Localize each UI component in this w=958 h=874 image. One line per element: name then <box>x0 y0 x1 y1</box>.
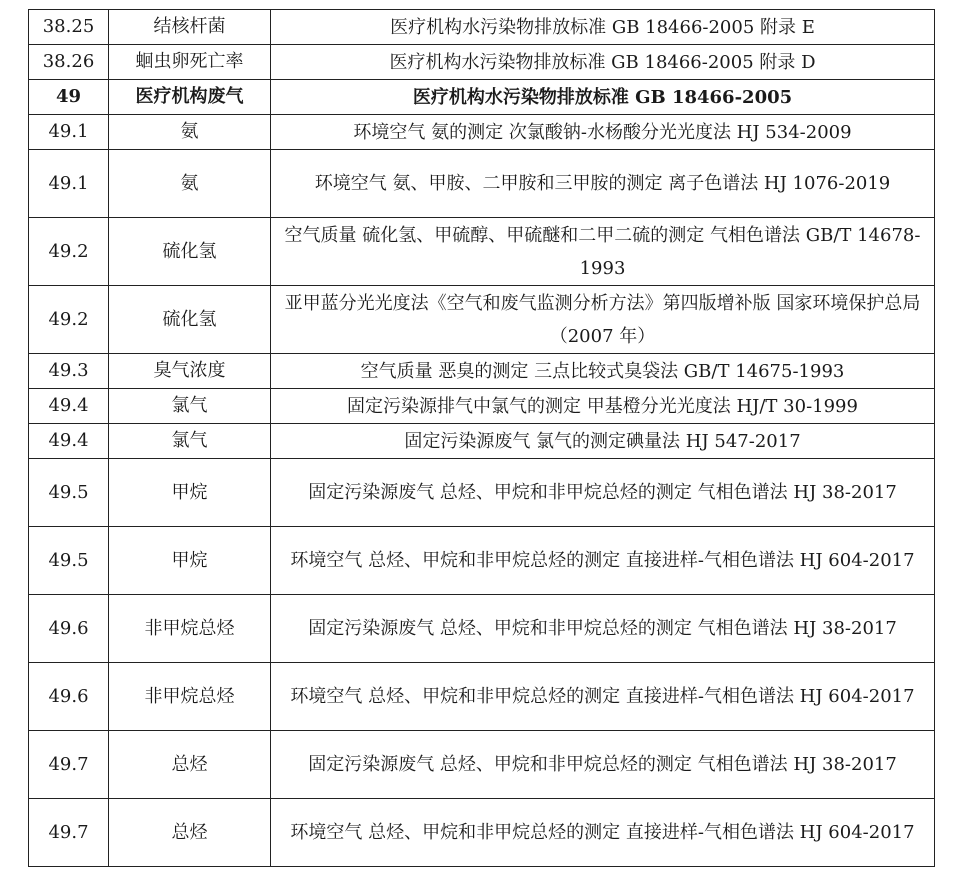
test-item-cell: 硫化氢 <box>109 286 271 354</box>
table-row <box>29 115 935 150</box>
test-item-cell: 总烃 <box>109 799 271 867</box>
test-item-cell: 非甲烷总烃 <box>109 663 271 731</box>
row-number-cell: 49.4 <box>29 424 109 459</box>
row-number-cell: 38.26 <box>29 45 109 80</box>
method-standard-cell: 固定污染源废气 总烃、甲烷和非甲烷总烃的测定 气相色谱法 HJ 38-2017 <box>271 731 935 799</box>
table-row <box>29 799 935 867</box>
table-row <box>29 286 935 354</box>
row-number-cell: 49.7 <box>29 799 109 867</box>
test-item-cell: 臭气浓度 <box>109 354 271 389</box>
test-item-cell: 氯气 <box>109 389 271 424</box>
row-number-cell: 49.4 <box>29 389 109 424</box>
row-number-cell: 49.7 <box>29 731 109 799</box>
test-item-cell: 甲烷 <box>109 527 271 595</box>
row-number-cell: 49.5 <box>29 459 109 527</box>
row-number-cell: 49.1 <box>29 115 109 150</box>
table-row <box>29 150 935 218</box>
method-standard-cell: 环境空气 总烃、甲烷和非甲烷总烃的测定 直接进样-气相色谱法 HJ 604-2017 <box>271 527 935 595</box>
row-number-cell: 49.1 <box>29 150 109 218</box>
standards-table <box>28 9 935 867</box>
test-item-cell: 非甲烷总烃 <box>109 595 271 663</box>
method-standard-cell: 环境空气 氨、甲胺、二甲胺和三甲胺的测定 离子色谱法 HJ 1076-2019 <box>271 150 935 218</box>
method-standard-cell: 固定污染源排气中氯气的测定 甲基橙分光光度法 HJ/T 30-1999 <box>271 389 935 424</box>
test-item-cell: 氨 <box>109 115 271 150</box>
table-row <box>29 663 935 731</box>
method-standard-cell: 空气质量 硫化氢、甲硫醇、甲硫醚和二甲二硫的测定 气相色谱法 GB/T 14678-1993 <box>271 218 935 286</box>
method-standard-cell: 医疗机构水污染物排放标准 GB 18466-2005 <box>271 80 935 115</box>
table-row <box>29 354 935 389</box>
method-standard-cell: 固定污染源废气 总烃、甲烷和非甲烷总烃的测定 气相色谱法 HJ 38-2017 <box>271 595 935 663</box>
table-row <box>29 527 935 595</box>
test-item-cell: 甲烷 <box>109 459 271 527</box>
test-item-cell: 氯气 <box>109 424 271 459</box>
method-standard-cell: 医疗机构水污染物排放标准 GB 18466-2005 附录 D <box>271 45 935 80</box>
table-row <box>29 731 935 799</box>
method-standard-cell: 固定污染源废气 氯气的测定碘量法 HJ 547-2017 <box>271 424 935 459</box>
row-number-cell: 49.6 <box>29 663 109 731</box>
method-standard-cell: 环境空气 总烃、甲烷和非甲烷总烃的测定 直接进样-气相色谱法 HJ 604-2017 <box>271 799 935 867</box>
table-row <box>29 595 935 663</box>
row-number-cell: 49.3 <box>29 354 109 389</box>
table-row <box>29 389 935 424</box>
table-row <box>29 10 935 45</box>
test-item-cell: 结核杆菌 <box>109 10 271 45</box>
table-row <box>29 80 935 115</box>
test-item-cell: 氨 <box>109 150 271 218</box>
row-number-cell: 38.25 <box>29 10 109 45</box>
test-item-cell: 蛔虫卵死亡率 <box>109 45 271 80</box>
row-number-cell: 49.5 <box>29 527 109 595</box>
method-standard-cell: 亚甲蓝分光光度法《空气和废气监测分析方法》第四版增补版 国家环境保护总局（2007 年） <box>271 286 935 354</box>
table-row <box>29 45 935 80</box>
method-standard-cell: 环境空气 氨的测定 次氯酸钠-水杨酸分光光度法 HJ 534-2009 <box>271 115 935 150</box>
row-number-cell: 49.6 <box>29 595 109 663</box>
table-row <box>29 218 935 286</box>
row-number-cell: 49.2 <box>29 286 109 354</box>
table-body <box>29 10 935 867</box>
method-standard-cell: 医疗机构水污染物排放标准 GB 18466-2005 附录 E <box>271 10 935 45</box>
table-row <box>29 424 935 459</box>
method-standard-cell: 环境空气 总烃、甲烷和非甲烷总烃的测定 直接进样-气相色谱法 HJ 604-2017 <box>271 663 935 731</box>
test-item-cell: 总烃 <box>109 731 271 799</box>
method-standard-cell: 固定污染源废气 总烃、甲烷和非甲烷总烃的测定 气相色谱法 HJ 38-2017 <box>271 459 935 527</box>
test-item-cell: 医疗机构废气 <box>109 80 271 115</box>
row-number-cell: 49.2 <box>29 218 109 286</box>
table-row <box>29 459 935 527</box>
method-standard-cell: 空气质量 恶臭的测定 三点比较式臭袋法 GB/T 14675-1993 <box>271 354 935 389</box>
test-item-cell: 硫化氢 <box>109 218 271 286</box>
row-number-cell: 49 <box>29 80 109 115</box>
